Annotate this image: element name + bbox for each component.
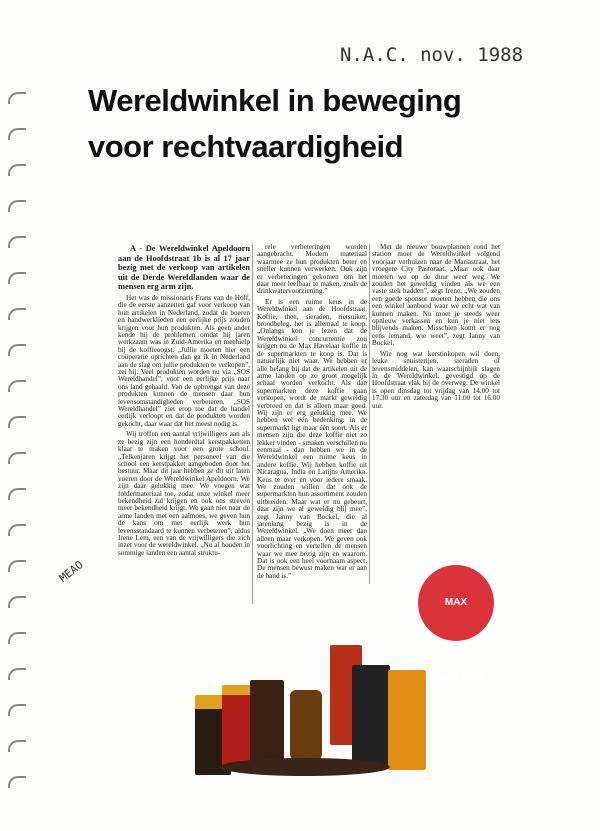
article-column-3: [372, 244, 500, 413]
binder-hole: [8, 416, 26, 428]
coffee-pack: [352, 665, 390, 765]
binder-hole: [8, 200, 26, 212]
coffee-pack: [250, 680, 284, 765]
paragraph: Wie nog wat kerstinkopen wil doen, leuke snuisterijen, sieraden of levensmiddelen, kan waarschijnlijk slagen in de Wereldwinkel, gevestigd op de Hoofdstraat vlak bij de overweg. De winkel is open dinsdag tot vrijdag van 14.00 tot 17.30 uur en zaterdag van 11.00 tot 16.00 uur.: [372, 349, 500, 410]
coffee-products-photo: [190, 640, 440, 780]
binder-hole: [8, 272, 26, 284]
binder-hole: [8, 632, 26, 644]
binder-hole: [8, 740, 26, 752]
logo-text: MAX HAVELAAR: [428, 597, 484, 684]
paragraph: rele verbeteringen worden aangebracht. Modern materiaal waarmee ze hun produkten beter en sneller kunnen verwerken. Ook zijn er verbeteringen gekomen om het daar meer leefbaar te maken, zoals de drinkwatervoorziening.”: [257, 243, 367, 296]
headline: Wereldwinkel in beweging voor rechtvaardigheid: [88, 83, 462, 164]
binder-hole: [8, 380, 26, 392]
handwritten-annotation: N.A.C. nov. 1988: [340, 44, 524, 66]
coffee-jar: [290, 690, 322, 760]
paragraph: Wij troffen een aantal vrijwilligers aan als ze bezig zijn een honderdtal kerstpakketten klaar te maken voor een grote school. „Telkenjaren krijgt het personeel van die school een kerstpakket aangeboden door het bestuur. Maar dit jaar hebben ze dit uit laten voeren door de Wereldwinkel Apeldoorn. We zijn daar gelukkig mee. We voegen wat foldermateriaal toe, zodat onze winkel meer bekendheid zal krijgen en ook ons streven meer bekendheid krijgt. We gaan niet naar de arme landen met een aalmoes, we geven hun de kans om met eerlijk werk hun levensstandaard te kunnen verbeteren”, aldus Irene Lem, een van de vrijwilligers die zich inzet voor de wereldwinkel. „Nu al houden in sommige landen een aantal struktu-: [118, 430, 250, 557]
binder-hole: [8, 92, 26, 104]
binder-hole: [8, 164, 26, 176]
coffee-beans: [220, 758, 390, 776]
binder-hole: [8, 452, 26, 464]
binder-hole: [8, 776, 26, 788]
binder-hole: [8, 560, 26, 572]
paragraph: Met de nieuwe bouwplannen rond het station moet de Wereldwinkel volgend voorjaar verhuizen naar de Mariastraat, het vroegere City Pastoraat. „Maar ook daar moeten we op de duur weer weg. We zouden het geweldig vinden als we een vaste stek hadden”, zegt Irene. „We zouden een goede sponsor moeten hebben die ons een winkel aanbood waar we echt wat van kunnen maken. Nu moet je steeds weer opnieuw verkassen en kun je niet iets blijvends maken. Misschien komt er nog eens iemand, wie weet”, zegt Janny van Bockel.: [372, 243, 500, 348]
binder-hole: [8, 524, 26, 536]
paragraph: Het was de missionaris Frans van de Hoff, die de eerste aanzetten gaf voor verkoop van hun artikelen in Nederland, zodat de boeren en handwerklieden een eerlijke prijs zouden krijgen voor hun produkten. Als geen ander kende hij de problemen omdat hij jaren werkzaam was in Zuid-Amerika en meehielp bij de koffieoogst. „Jullie moeten hier een coöperatie oprichten dan ga ik in Nederland aan de slag om jullie produkten te verkopen”, zei hij. Veel produkten worden nu via „SOS Wereldhandel”, voor een eerlijke prijs naar ons land gehaald. Van de opbrengst van deze produkten kunnen de mensen daar hun levensomstandigheden verbeteren. „SOS Wereldhandel” ziet erop toe dat de handel eerlijk verloopt en dat de produkten worden gekocht, daar waar dat het meest nodig is.: [118, 293, 250, 428]
article-column-2: [257, 244, 367, 583]
max-havelaar-logo: [418, 565, 494, 684]
binder-hole: [8, 596, 26, 608]
handwritten-margin-note: MEAO: [56, 558, 86, 585]
binder-hole: [8, 236, 26, 248]
binder-hole: [8, 488, 26, 500]
paragraph: Er is een ruime keus in de Wereldwinkel aan de Hoofdstraat. Koffie, thee, sieraden, rietsuiker, broodbeleg, het is allemaal te koop. „Onlangs kon je lezen dat de Wereldwinkel concurrentie zou krijgen nu de Max Havelaar koffie in de supermarkten te koop is. Dat is natuurlijk niet waar. We hebben er alle belang bij dat de artikelen uit de arme landen op zo groot mogelijk schaal worden verkocht. Als dan supermarkten deze koffie gaan verkopen, wordt de markt geweldig verbreed en dat is alleen maar goed. Wij zijn er erg gelukkig mee. We hebben wel één bedenking: in de supermarkt ligt maar één soort. Als er mensen zijn die deze koffie niet zo lekker vinden - smaken verschillen nu eenmaal - dan hebben we in de Wereldwinkel een ruime keus in andere koffie. Wij hebben koffie uit Nicaragua, India en Latijns Amerika. Keus te over en voor iedere smaak. We zouden willen dat ook de supermarkten hun assortiment zouden uitbreiden. Maar wat er nu gebeurt, daar zijn we al geweldig blij mee”, zegt Janny van Bockel, die al jarenlang bezig is in de Wereldwinkel. „We doen meer dan alleen maar verkopen. We geven ook voorlichting en vertellen de mensen waar we mee bezig zijn en waarom. Dat is ook een heel voornaam aspect. De mensen bewust maken wat er aan de hand is.”: [257, 297, 367, 580]
article-lead: A - De Wereldwinkel Apeldoorn aan de Hoofdstraat 1b is al 17 jaar bezig met de verkoop van artikelen uit de Derde Wereldlanden waar de mensen erg arm zijn.: [118, 244, 250, 292]
binder-hole: [8, 128, 26, 140]
binder-hole: [8, 344, 26, 356]
article-column-1: [118, 244, 250, 560]
column-divider: [252, 244, 253, 604]
binder-hole: [8, 308, 26, 320]
binder-hole: [8, 704, 26, 716]
binder-hole: [8, 668, 26, 680]
coffee-pack: [388, 670, 426, 770]
column-divider: [369, 244, 370, 584]
